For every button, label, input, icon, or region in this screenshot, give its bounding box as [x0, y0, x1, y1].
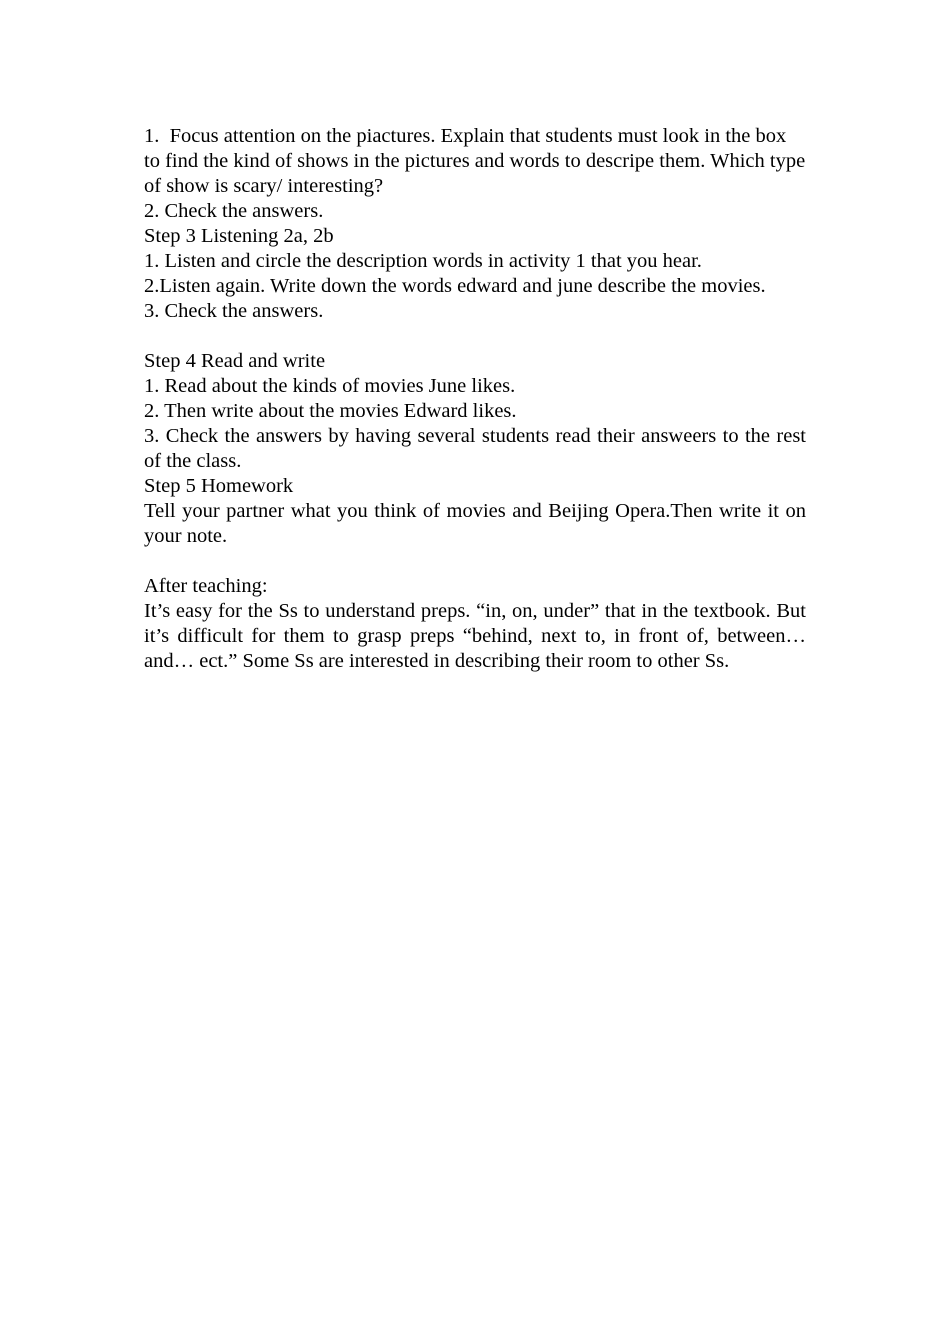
paragraph-check-answers-2: 3. Check the answers. — [144, 300, 324, 322]
heading-step-4: Step 4 Read and write — [144, 350, 326, 372]
paragraph-check-answers-1: 2. Check the answers. — [144, 200, 324, 222]
paragraph-read-about: 1. Read about the kinds of movies June likes. — [144, 375, 516, 397]
blank-line — [144, 324, 806, 349]
paragraph-focus-attention: 1. Focus attention on the piactures. Explain that students must look in the box to find the kind of shows in the pictures and words to descripe them. Which type of show is scary/ interesting? — [144, 125, 811, 197]
paragraph-listen-circle: 1. Listen and circle the description words in activity 1 that you hear. — [144, 250, 702, 272]
blank-line — [144, 549, 806, 574]
paragraph-homework: Tell your partner what you think of movies and Beijing Opera.Then write it on your note. — [144, 500, 812, 547]
heading-after-teaching: After teaching: — [144, 575, 268, 597]
paragraph-write-about: 2. Then write about the movies Edward likes. — [144, 400, 517, 422]
paragraph-reflection: It’s easy for the Ss to understand preps. “in, on, under” that in the textbook. But it’s difficult for them to grasp preps “behind, next to, in front of, between…and… ect.” Some Ss are interested in describing their room to other Ss. — [144, 600, 812, 672]
paragraph-listen-again: 2.Listen again. Write down the words edward and june describe the movies. — [144, 275, 766, 297]
heading-step-5: Step 5 Homework — [144, 475, 294, 497]
heading-step-3: Step 3 Listening 2a, 2b — [144, 225, 334, 247]
paragraph-check-answers-3: 3. Check the answers by having several students read their answeers to the rest of the class. — [144, 425, 812, 472]
document-body — [144, 124, 812, 674]
